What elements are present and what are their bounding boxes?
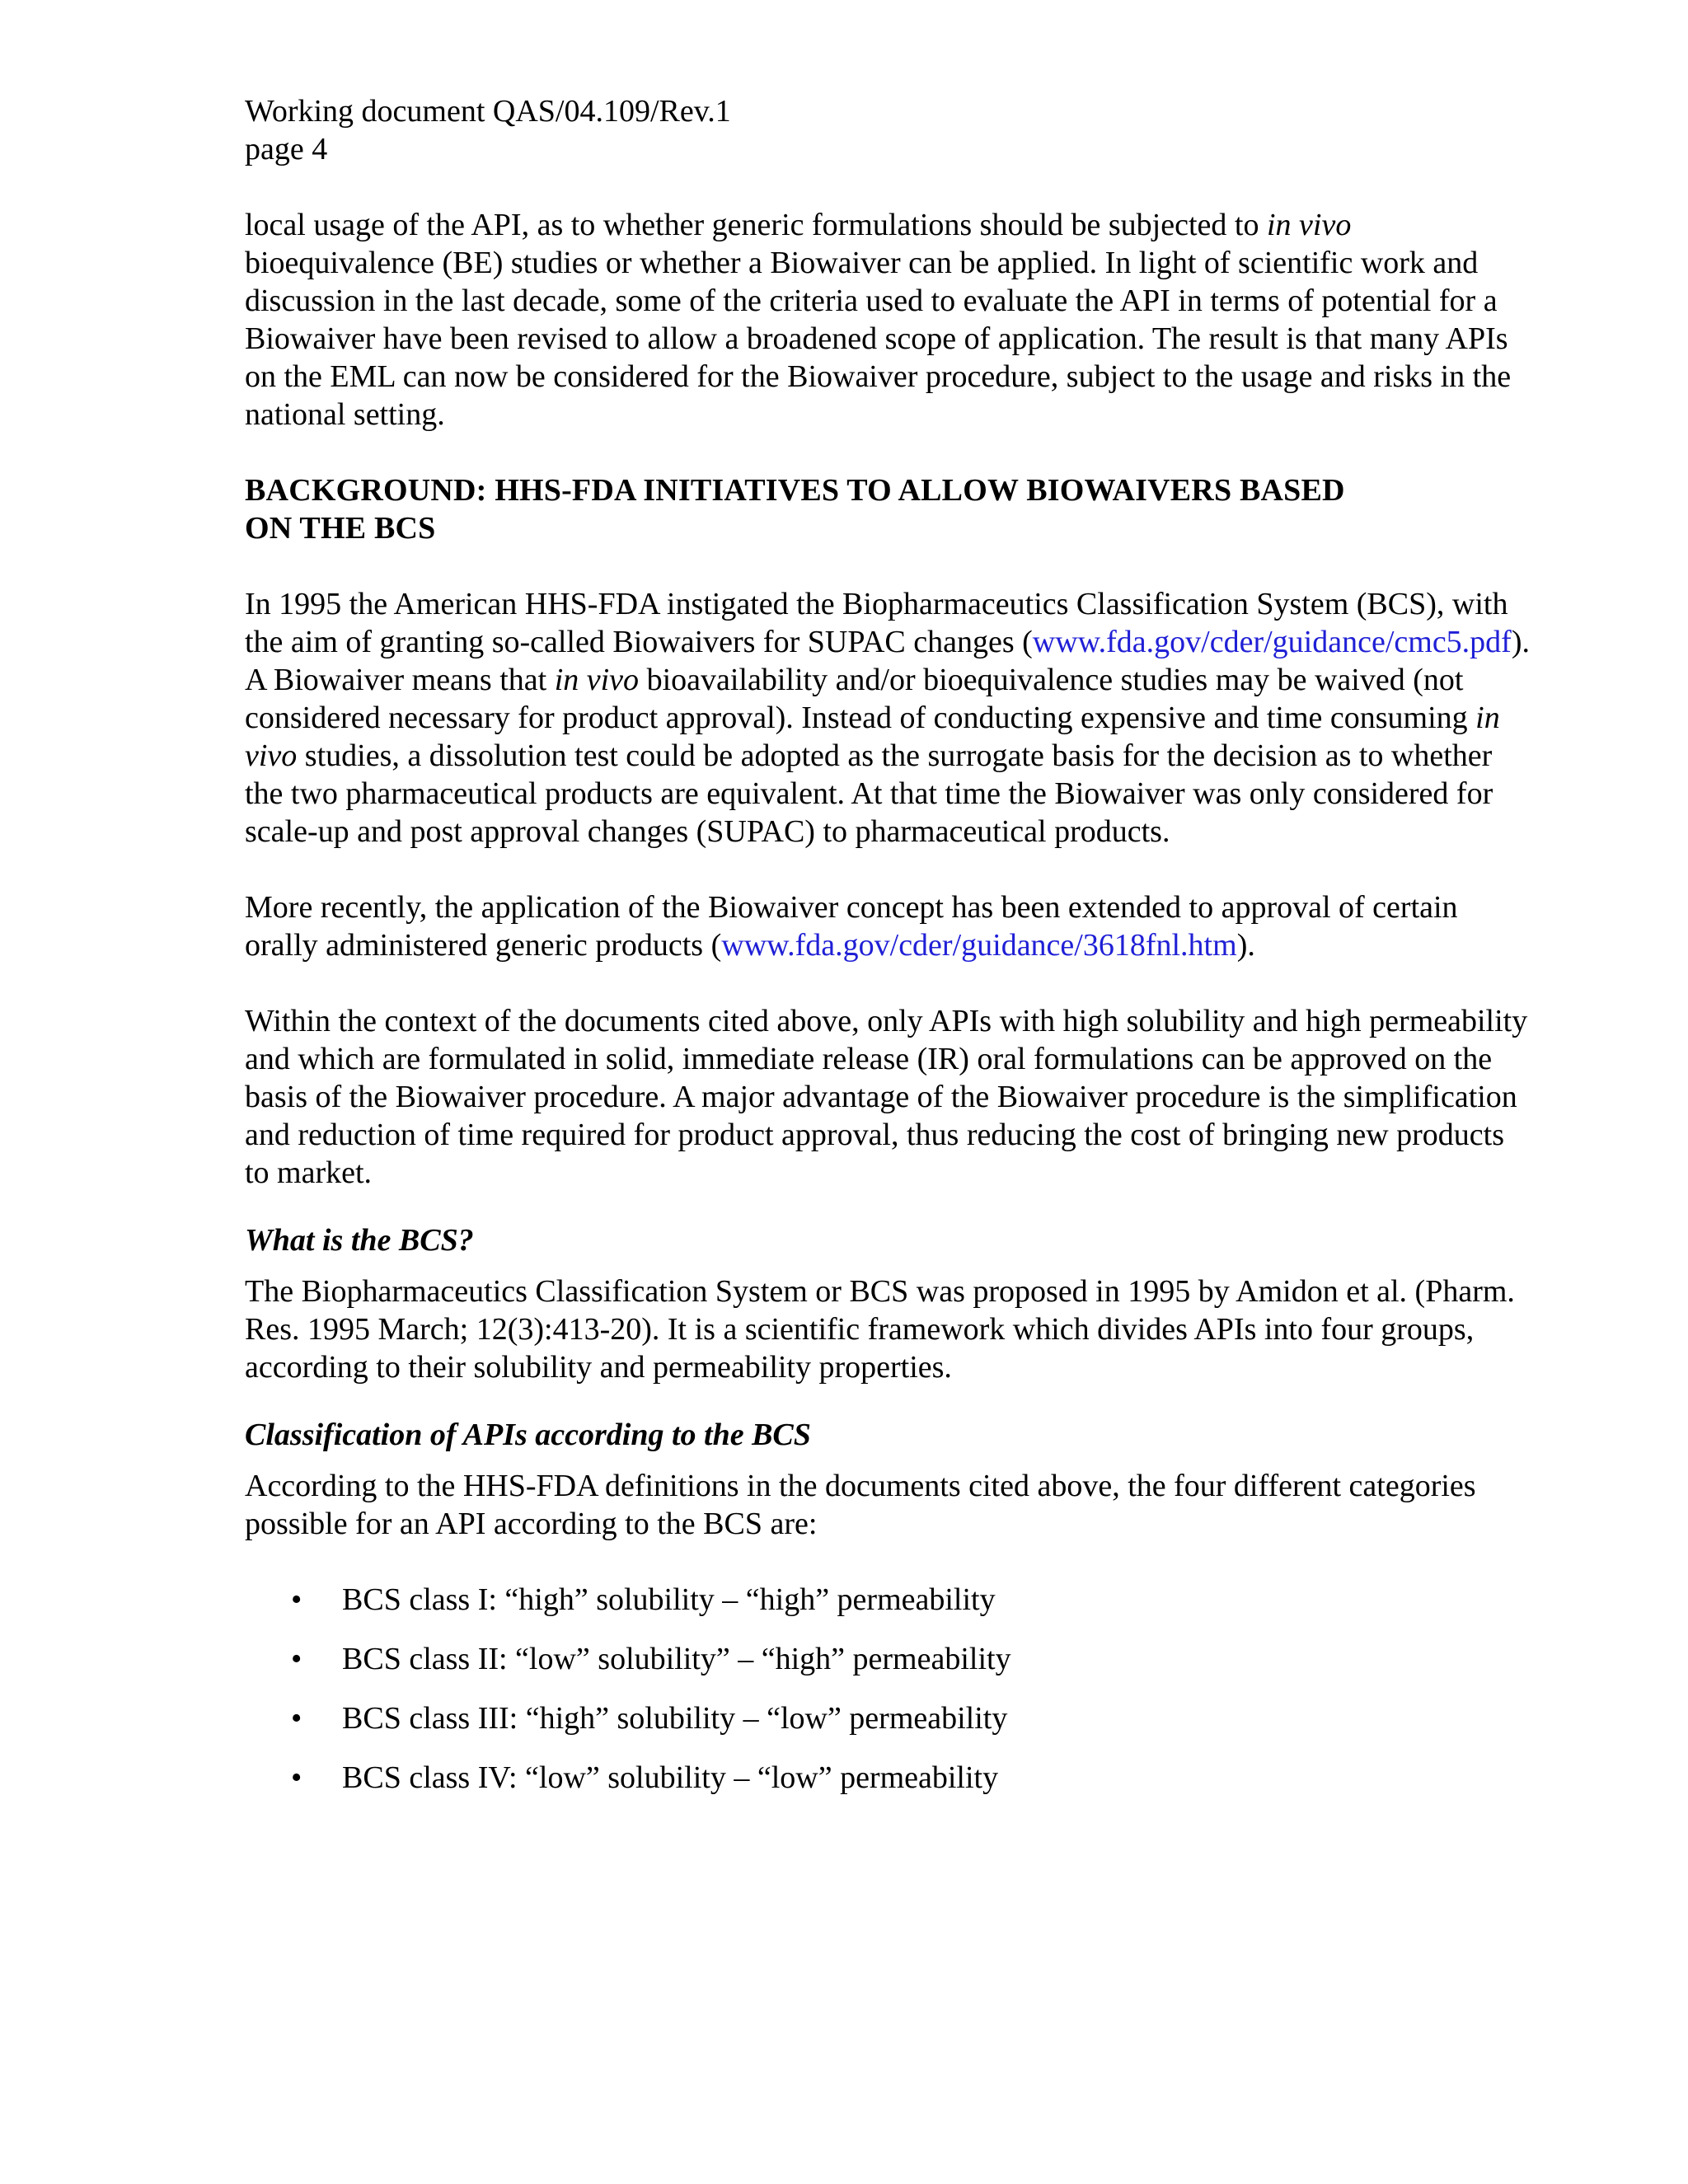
- background-paragraph-1: [245, 585, 1531, 851]
- background-heading-line-2: ON THE BCS: [245, 511, 436, 546]
- intro-text-1: local usage of the API, as to whether generic formulations should be subjected to: [245, 208, 1267, 242]
- classification-paragraph: According to the HHS-FDA definitions in the documents cited above, the four different categories possible for an API according to the BCS are:: [245, 1469, 1476, 1541]
- bullet-icon: •: [291, 1760, 302, 1795]
- bcs-class-4: BCS class IV: “low” solubility – “low” permeability: [342, 1760, 999, 1795]
- list-item: [245, 1581, 1531, 1619]
- bcs-class-3: BCS class III: “high” solubility – “low” permeability: [342, 1701, 1008, 1736]
- bcs-class-2: BCS class II: “low” solubility” – “high” permeability: [342, 1642, 1011, 1676]
- classification-heading: Classification of APIs according to the BCS: [245, 1418, 811, 1452]
- bg-p2-text-b: ).: [1236, 928, 1255, 963]
- bullet-icon: •: [291, 1701, 302, 1736]
- page-number: page 4: [245, 132, 328, 166]
- bullet-icon: •: [291, 1642, 302, 1676]
- background-paragraph-3: Within the context of the documents cited above, only APIs with high solubility and high permeability and which are formulated in solid, immediate release (IR) oral formulations can be approved on the basis of the Biowaiver procedure. A major advantage of the Biowaiver procedure is the simplification and reduction of time required for product approval, thus reducing the cost of bringing new products to market.: [245, 1004, 1528, 1190]
- bg-p1-italic-2: in vivo: [245, 701, 1500, 773]
- intro-text-2: bioequivalence (BE) studies or whether a Biowaiver can be applied. In light of scientific work and discussion in the last decade, some of the criteria used to evaluate the API in terms of potential for a Biowaiver have been revised to allow a broadened scope of application. The result is that many APIs on the EML can now be considered for the Biowaiver procedure, subject to the usage and risks in the national setting.: [245, 246, 1512, 432]
- bg-p1-text-b: ). A Biowaiver means that: [245, 625, 1530, 697]
- list-item: [245, 1640, 1531, 1678]
- bg-p1-text-d: studies, a dissolution test could be adopted as the surrogate basis for the decision as to whether the two pharmaceutical products are equivalent. At that time the Biowaiver was only considered for scale-up and post approval changes (SUPAC) to pharmaceutical products.: [245, 738, 1493, 849]
- background-paragraph-2: [245, 888, 1531, 964]
- bg-p2-text-a: More recently, the application of the Biowaiver concept has been extended to approval of certain orally administered generic products (: [245, 890, 1458, 963]
- background-heading-line-1: BACKGROUND: HHS-FDA INITIATIVES TO ALLOW BIOWAIVERS BASED: [245, 473, 1345, 508]
- 3618fnl-link[interactable]: www.fda.gov/cder/guidance/3618fnl.htm: [721, 928, 1237, 963]
- what-is-bcs-paragraph: The Biopharmaceutics Classification System or BCS was proposed in 1995 by Amidon et al. (Pharm. Res. 1995 March; 12(3):413-20). It is a scientific framework which divides APIs into four groups, according to their solubility and permeability properties.: [245, 1274, 1515, 1385]
- intro-italic: in vivo: [1266, 208, 1352, 242]
- list-item: [245, 1699, 1531, 1737]
- intro-paragraph: [245, 206, 1531, 434]
- document-page: [245, 92, 1531, 1818]
- bcs-class-1: BCS class I: “high” solubility – “high” permeability: [342, 1582, 996, 1617]
- bg-p1-text-a: In 1995 the American HHS-FDA instigated the Biopharmaceutics Classification System (BCS), with the aim of granting so-called Biowaivers for SUPAC changes (: [245, 587, 1508, 659]
- list-item: [245, 1759, 1531, 1797]
- cmc5-link[interactable]: www.fda.gov/cder/guidance/cmc5.pdf: [1032, 625, 1512, 659]
- bg-p1-italic-1: in vivo: [554, 663, 640, 697]
- document-id: Working document QAS/04.109/Rev.1: [245, 94, 731, 129]
- bullet-icon: •: [291, 1582, 302, 1617]
- bcs-class-list: [245, 1581, 1531, 1797]
- running-header: [245, 92, 1531, 168]
- what-is-bcs-heading: What is the BCS?: [245, 1223, 474, 1258]
- background-heading: [245, 471, 1531, 547]
- bg-p1-text-c: bioavailability and/or bioequivalence studies may be waived (not considered necessary for product approval). Instead of conducting expensive and time consuming: [245, 663, 1476, 735]
